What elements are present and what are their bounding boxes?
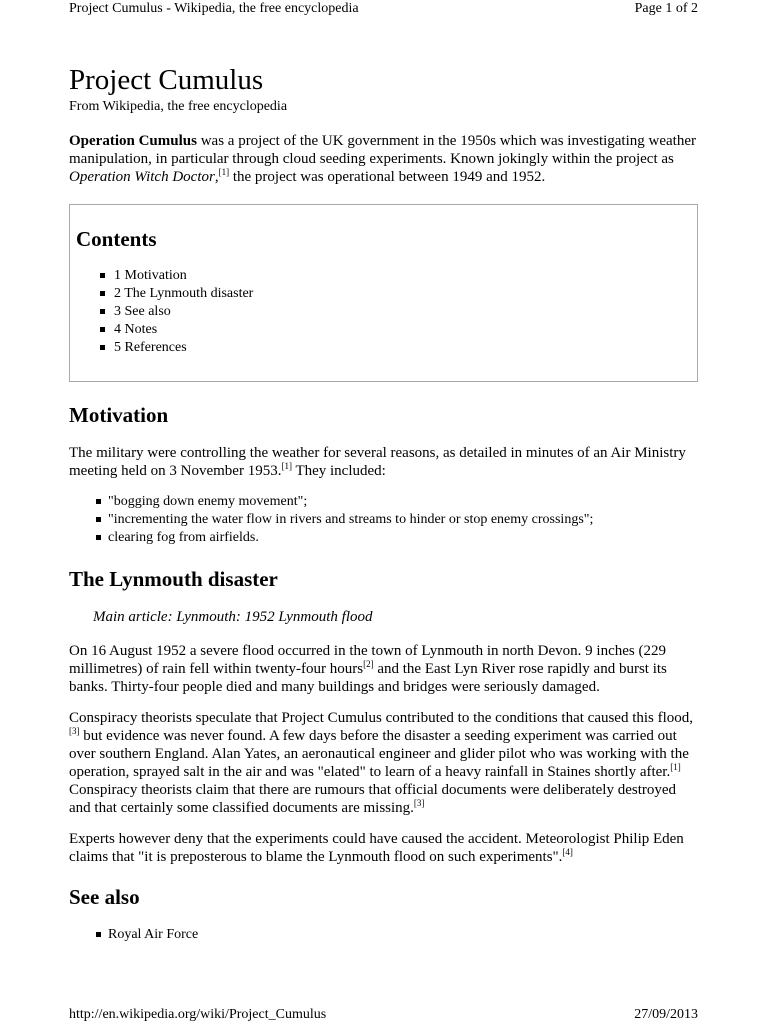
motivation-paragraph bbox=[69, 444, 698, 480]
list-item bbox=[69, 493, 698, 511]
citation-link[interactable]: [1] bbox=[281, 461, 292, 471]
citation-link[interactable]: [3] bbox=[69, 726, 80, 736]
page-subtitle: From Wikipedia, the free encyclopedia bbox=[69, 99, 288, 114]
intro-italic-term: Operation Witch Doctor bbox=[69, 169, 215, 185]
motivation-text-tail: They included: bbox=[291, 463, 386, 479]
see-also-list bbox=[69, 926, 698, 944]
citation-link[interactable]: [2] bbox=[363, 659, 374, 669]
toc-item-notes[interactable] bbox=[76, 321, 691, 339]
list-item bbox=[69, 529, 698, 547]
intro-text-3: the project was operational between 1949 and 1952. bbox=[229, 169, 546, 185]
page-title: Project Cumulus bbox=[69, 64, 264, 96]
intro-text-2: , bbox=[214, 169, 219, 185]
lynmouth-paragraph-1 bbox=[69, 642, 698, 696]
print-header bbox=[69, 0, 698, 20]
intro-text-1: was a project of the UK government in the 1950s which was investigating weather manipulation, in particular through cloud seeding experiments. Known jokingly within the project as bbox=[69, 133, 696, 167]
footer-date: 27/09/2013 bbox=[634, 1007, 698, 1022]
toc-item-references[interactable] bbox=[76, 339, 691, 357]
toc-item-label[interactable]: 2 The Lynmouth disaster bbox=[114, 286, 254, 301]
header-title: Project Cumulus - Wikipedia, the free encyclopedia bbox=[69, 1, 359, 16]
citation-link[interactable]: [3] bbox=[413, 798, 425, 808]
see-also-item[interactable] bbox=[69, 926, 698, 944]
toc-item-label[interactable]: 4 Notes bbox=[114, 322, 158, 337]
lynmouth-paragraph-2 bbox=[69, 709, 698, 817]
header-page-number: Page 1 of 2 bbox=[634, 1, 698, 16]
motivation-list bbox=[69, 493, 698, 547]
toc-title: Contents bbox=[76, 227, 157, 251]
section-heading-motivation: Motivation bbox=[69, 403, 169, 427]
toc-item-motivation[interactable] bbox=[76, 267, 691, 285]
bullet-icon bbox=[100, 309, 105, 314]
section-heading-lynmouth-disaster: The Lynmouth disaster bbox=[69, 567, 278, 591]
intro-bold-term: Operation Cumulus bbox=[69, 133, 197, 149]
main-article-hatnote[interactable]: Main article: Lynmouth: 1952 Lynmouth flood bbox=[93, 609, 373, 625]
bullet-icon bbox=[96, 499, 101, 504]
bullet-icon bbox=[100, 291, 105, 296]
toc-item-see-also[interactable] bbox=[76, 303, 691, 321]
lynmouth-paragraph-3 bbox=[69, 830, 698, 866]
paragraph-text: Experts however deny that the experiments could have caused the accident. Meteorologist Philip Eden claims that "it is preposterous to blame the Lynmouth flood on such experiments". bbox=[69, 831, 684, 865]
table-of-contents bbox=[69, 204, 698, 382]
list-item-text: clearing fog from airfields. bbox=[108, 530, 259, 545]
bullet-icon bbox=[96, 932, 101, 937]
toc-item-lynmouth-disaster[interactable] bbox=[76, 285, 691, 303]
citation-link[interactable]: [4] bbox=[562, 847, 573, 857]
see-also-link[interactable]: Royal Air Force bbox=[108, 927, 199, 942]
toc-item-label[interactable]: 1 Motivation bbox=[114, 268, 187, 283]
toc-item-label[interactable]: 3 See also bbox=[114, 304, 171, 319]
citation-link[interactable]: [1] bbox=[218, 167, 230, 177]
toc-item-label[interactable]: 5 References bbox=[114, 340, 187, 355]
citation-link[interactable]: [1] bbox=[670, 762, 681, 772]
article-content bbox=[69, 62, 698, 944]
bullet-icon bbox=[96, 535, 101, 540]
intro-paragraph bbox=[69, 132, 698, 186]
bullet-icon bbox=[100, 273, 105, 278]
toc-list bbox=[76, 267, 691, 357]
print-footer bbox=[69, 1006, 698, 1023]
section-heading-see-also: See also bbox=[69, 885, 140, 909]
paragraph-text: On 16 August 1952 a severe flood occurred in the town of Lynmouth in north Devon. 9 inches (229 millimetres) of rain fell within twenty-four hours bbox=[69, 643, 666, 677]
list-item bbox=[69, 511, 698, 529]
footer-url: http://en.wikipedia.org/wiki/Project_Cumulus bbox=[69, 1007, 327, 1022]
list-item-text: "bogging down enemy movement"; bbox=[108, 494, 308, 509]
list-item-text: "incrementing the water flow in rivers and streams to hinder or stop enemy crossings"; bbox=[108, 512, 594, 527]
bullet-icon bbox=[100, 345, 105, 350]
paragraph-text: and the East Lyn River rose rapidly and burst its banks. Thirty-four people died and many buildings and bridges were seriously damaged. bbox=[69, 661, 667, 695]
paragraph-text: Conspiracy theorists speculate that Project Cumulus contributed to the conditions that caused this flood, bbox=[69, 710, 694, 726]
paragraph-text: but evidence was never found. A few days before the disaster a seeding experiment was carried out over southern England. Alan Yates, an aeronautical engineer and glider pilot who was working with the operation, sprayed salt in the air and was "elated" to learn of a heavy rainfall in Staines shortly after. bbox=[69, 728, 689, 780]
bullet-icon bbox=[100, 327, 105, 332]
motivation-list-block bbox=[69, 493, 698, 547]
motivation-text: The military were controlling the weather for several reasons, as detailed in minutes of an Air Ministry meeting held on 3 November 1953. bbox=[69, 445, 686, 479]
bullet-icon bbox=[96, 517, 101, 522]
paragraph-text: Conspiracy theorists claim that there are rumours that official documents were deliberately destroyed and that certainly some classified documents are missing. bbox=[69, 782, 677, 816]
